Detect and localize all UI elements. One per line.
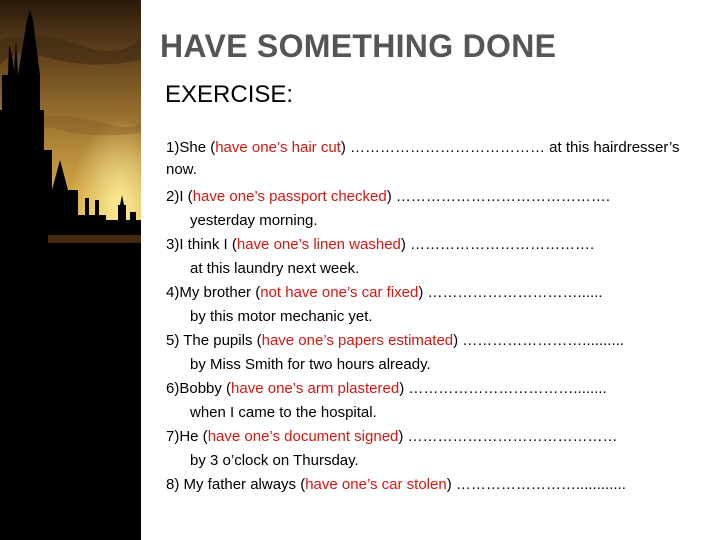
- exercise-item-1: [166, 137, 706, 181]
- item-blank: ) ……………………………….: [400, 236, 595, 253]
- verb-phrase: have one’s arm plastered: [231, 380, 400, 397]
- item-prefix: My father always (: [183, 476, 306, 493]
- exercise-item-6: [166, 377, 706, 425]
- exercise-list: [166, 137, 706, 497]
- exercise-sentence: [166, 185, 706, 209]
- item-number: 7): [166, 428, 180, 445]
- exercise-sentence: [166, 425, 706, 449]
- exercise-item-7: [166, 425, 706, 473]
- item-continuation: yesterday morning.: [190, 212, 318, 229]
- item-blank: ) …………………………………….: [386, 188, 611, 205]
- item-prefix: She (: [179, 139, 216, 156]
- item-number: 1): [166, 139, 180, 156]
- exercise-sentence: [166, 233, 706, 257]
- item-prefix: I think I (: [179, 236, 237, 253]
- item-number: 2): [166, 188, 180, 205]
- exercise-sentence: [166, 329, 706, 353]
- item-prefix: The pupils (: [183, 332, 262, 349]
- item-number: 4): [166, 284, 180, 301]
- exercise-item-3: [166, 233, 706, 281]
- exercise-item-4: [166, 281, 706, 329]
- item-blank: ) ……………………............: [446, 476, 626, 493]
- exercise-item-2: [166, 185, 706, 233]
- item-number: 8): [166, 476, 184, 493]
- verb-phrase: have one’s papers estimated: [261, 332, 454, 349]
- exercise-item-5: [166, 329, 706, 377]
- item-number: 3): [166, 236, 180, 253]
- exercise-sentence: [166, 281, 706, 305]
- item-blank: ) ………………………………… at this hairdresser’s now.: [166, 139, 680, 178]
- exercise-heading: EXERCISE:: [165, 81, 294, 108]
- item-prefix: Bobby (: [179, 380, 232, 397]
- item-continuation: by Miss Smith for two hours already.: [190, 356, 431, 373]
- item-blank: ) ……………………………........: [399, 380, 607, 397]
- verb-phrase: have one’s hair cut: [215, 139, 341, 156]
- item-prefix: My brother (: [179, 284, 261, 301]
- item-number: 5): [166, 332, 184, 349]
- item-blank: ) ……………………………………: [398, 428, 618, 445]
- item-continuation: at this laundry next week.: [190, 260, 360, 277]
- exercise-sentence: [166, 137, 706, 181]
- verb-phrase: have one’s document signed: [207, 428, 399, 445]
- item-continuation: by this motor mechanic yet.: [190, 308, 373, 325]
- sunset-silhouette-image: [0, 0, 141, 540]
- item-blank: ) …………………………......: [418, 284, 603, 301]
- item-prefix: I (: [179, 188, 193, 205]
- exercise-sentence: [166, 377, 706, 401]
- item-blank: ) ……………………..........: [453, 332, 624, 349]
- item-continuation: by 3 o’clock on Thursday.: [190, 452, 359, 469]
- item-number: 6): [166, 380, 180, 397]
- verb-phrase: have one’s passport checked: [192, 188, 387, 205]
- verb-phrase: have one’s linen washed: [236, 236, 401, 253]
- exercise-sentence: [166, 473, 706, 497]
- verb-phrase: have one’s car stolen: [305, 476, 447, 493]
- item-continuation: when I came to the hospital.: [190, 404, 377, 421]
- slide-title: HAVE SOMETHING DONE: [160, 28, 557, 64]
- verb-phrase: not have one’s car fixed: [260, 284, 419, 301]
- exercise-item-8: [166, 473, 706, 497]
- item-prefix: He (: [179, 428, 208, 445]
